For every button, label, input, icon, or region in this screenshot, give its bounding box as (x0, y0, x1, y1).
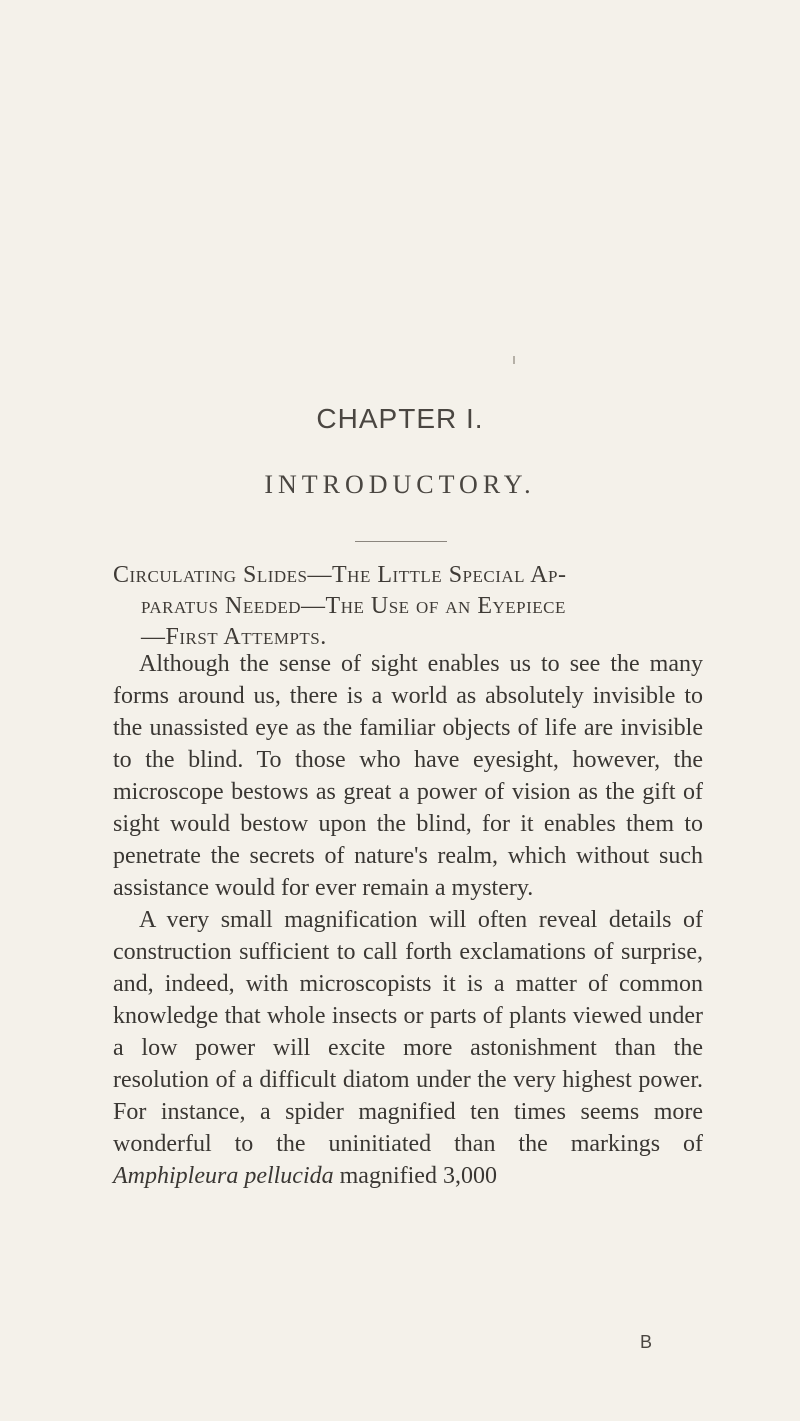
paragraph-2-text: A very small magnification will often reveal details of construction sufficient to call forth exclamations of surprise, and, indeed, with microscopists it is a matter of common knowledge that whole insects or parts of plants viewed under a low power will excite more astonishment than the resolution of a difficult diatom under the very highest power. For instance, a spider magnified ten times seems more wonderful to the uninitiated than the markings of (113, 907, 703, 1157)
summary-line-3: —First Attempts. (141, 624, 327, 650)
body-text (113, 648, 703, 1192)
paragraph-1: Although the sense of sight enables us to see the many forms around us, there is a world as absolutely invisible to the unassisted eye as the familiar objects of life are invisible to the blind. To those who have eyesight, however, the microscope bestows as great a power of vision as the gift of sight would bestow upon the blind, for it enables them to penetrate the secrets of nature's realm, which without such assistance would for ever remain a mystery. (113, 651, 703, 901)
chapter-summary (113, 560, 703, 653)
chapter-heading: CHAPTER I. (316, 403, 484, 434)
signature-mark: B (640, 1332, 653, 1352)
summary-line-2: paratus Needed—The Use of an Eyepiece (141, 593, 566, 619)
print-speck (513, 356, 515, 364)
paragraph-2-tail: magnified 3,000 (333, 1163, 497, 1189)
section-title: INTRODUCTORY. (264, 470, 536, 499)
species-name: Amphipleura pellucida (113, 1163, 334, 1189)
heading-divider (355, 541, 447, 542)
summary-line-1: Circulating Slides—The Little Special Ap- (113, 562, 567, 588)
paragraph-2 (113, 904, 703, 1192)
